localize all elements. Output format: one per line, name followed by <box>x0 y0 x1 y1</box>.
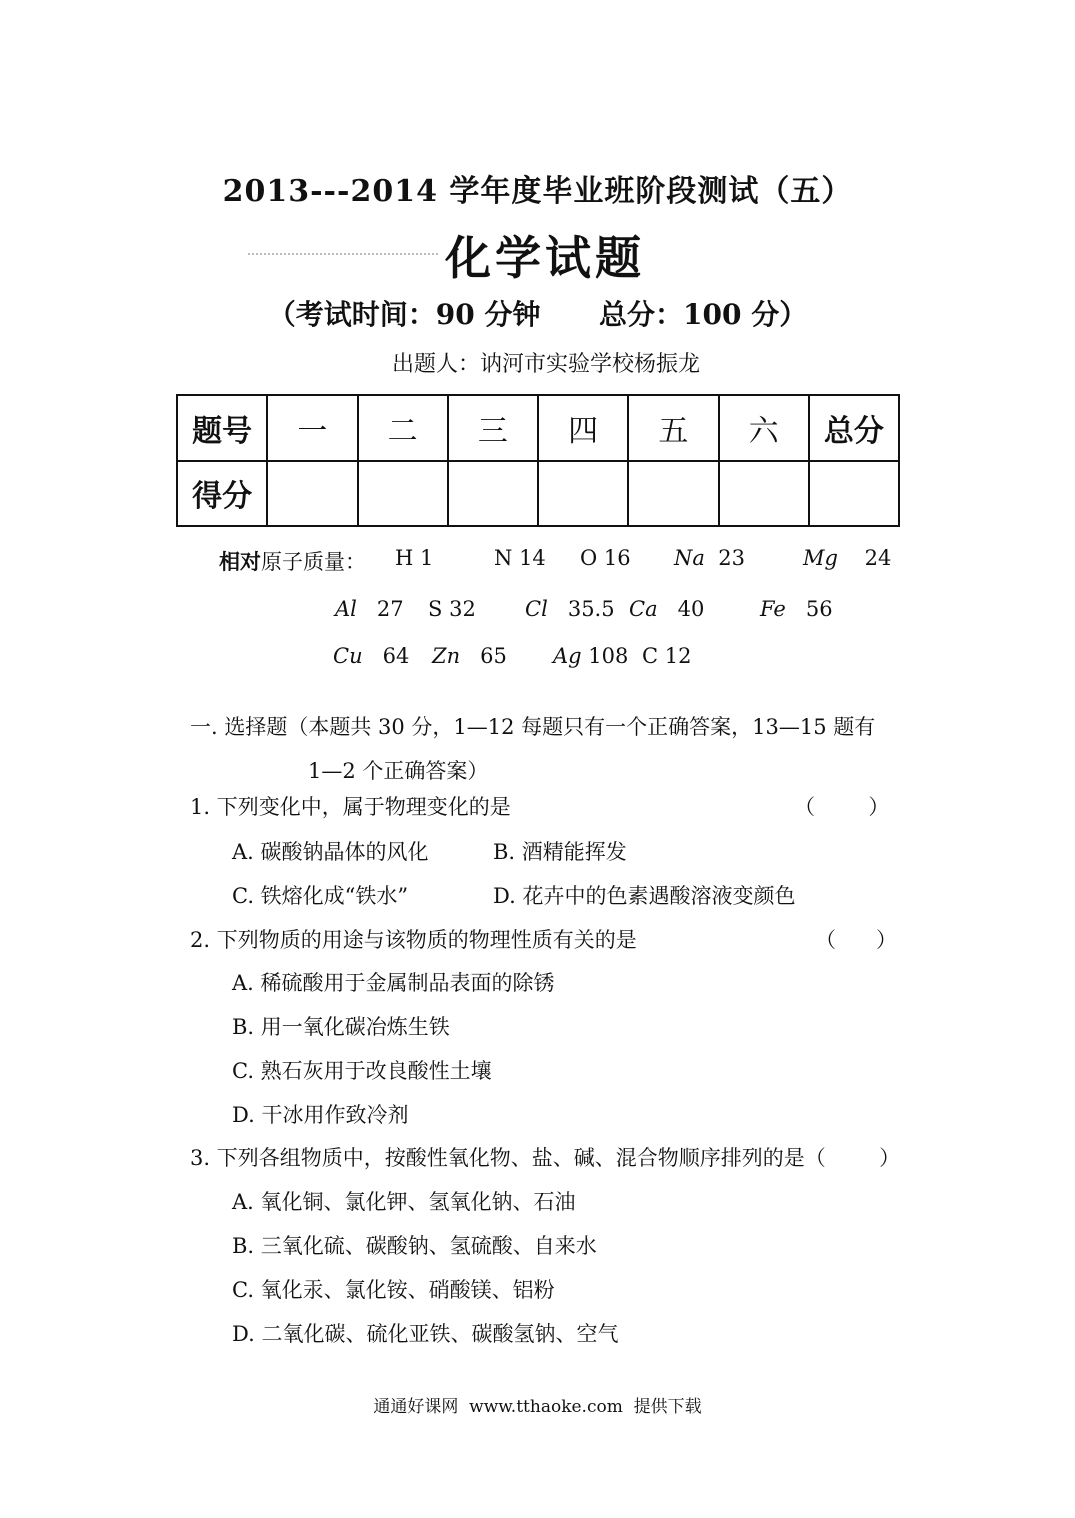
score-cell[interactable] <box>809 461 899 527</box>
score-cell[interactable] <box>267 461 357 527</box>
atomic-mass-item: Cl 35.5 <box>525 597 615 621</box>
question-stem: 1. 下列变化中，属于物理变化的是 <box>190 795 511 819</box>
score-cell[interactable] <box>538 461 628 527</box>
atomic-mass-label: 相对原子质量： <box>219 549 366 574</box>
atomic-mass-item: Na 23 <box>674 546 745 570</box>
answer-blank[interactable]: （ ） <box>794 795 890 819</box>
option-b[interactable]: B. 用一氧化碳冶炼生铁 <box>232 1015 450 1039</box>
option-b[interactable]: B. 三氧化硫、碳酸钠、氢硫酸、自来水 <box>232 1234 597 1258</box>
option-d[interactable]: D. 二氧化碳、硫化亚铁、碳酸氢钠、空气 <box>232 1322 619 1346</box>
atomic-mass-item: Fe 56 <box>760 597 833 621</box>
exam-info: （考试时间：90 分钟 总分：100 分） <box>267 298 808 331</box>
score-cell[interactable] <box>448 461 538 527</box>
answer-blank[interactable]: （ ） <box>815 928 898 952</box>
score-header-cell: 四 <box>538 395 628 461</box>
score-header-cell: 五 <box>628 395 718 461</box>
footer-text: 通通好课网 www.tthaoke.com 提供下载 <box>373 1397 702 1417</box>
option-a[interactable]: A. 碳酸钠晶体的风化 <box>232 840 429 864</box>
option-a[interactable]: A. 稀硫酸用于金属制品表面的除锈 <box>232 971 555 995</box>
option-d[interactable]: D. 花卉中的色素遇酸溶液变颜色 <box>493 884 796 908</box>
atomic-mass-item: C 12 <box>642 644 692 668</box>
atomic-mass-item: Al 27 <box>335 597 404 621</box>
option-c[interactable]: C. 熟石灰用于改良酸性土壤 <box>232 1059 492 1083</box>
atomic-mass-item: Ag 108 <box>553 644 629 668</box>
atomic-mass-item: H 1 <box>395 546 434 570</box>
score-cell[interactable] <box>719 461 809 527</box>
score-cell[interactable] <box>358 461 448 527</box>
atomic-mass-item: Ca 40 <box>629 597 705 621</box>
score-header-cell: 二 <box>358 395 448 461</box>
table-row <box>177 395 899 461</box>
score-header-cell: 六 <box>719 395 809 461</box>
option-d[interactable]: D. 干冰用作致冷剂 <box>232 1103 409 1127</box>
option-b[interactable]: B. 酒精能挥发 <box>493 840 627 864</box>
atomic-mass-item: Cu 64 <box>333 644 410 668</box>
score-header-cell: 一 <box>267 395 357 461</box>
atomic-mass-item: N 14 <box>494 546 546 570</box>
atomic-mass-item: O 16 <box>580 546 631 570</box>
score-row-label: 得分 <box>177 461 267 527</box>
option-c[interactable]: C. 铁熔化成“铁水” <box>232 884 409 908</box>
author-line: 出题人：讷河市实验学校杨振龙 <box>392 352 701 377</box>
exam-title: 2013---2014 学年度毕业班阶段测试（五） <box>222 174 853 209</box>
question-stem: 2. 下列物质的用途与该物质的物理性质有关的是 <box>190 928 637 952</box>
option-a[interactable]: A. 氧化铜、氯化钾、氢氧化钠、石油 <box>232 1190 576 1214</box>
atomic-masses <box>0 546 1075 676</box>
option-c[interactable]: C. 氧化汞、氯化铵、硝酸镁、铝粉 <box>232 1278 555 1302</box>
score-header-cell: 题号 <box>177 395 267 461</box>
atomic-mass-item: S 32 <box>428 597 476 621</box>
score-cell[interactable] <box>628 461 718 527</box>
atomic-mass-item: Zn 65 <box>432 644 507 668</box>
score-header-cell: 总分 <box>809 395 899 461</box>
question-stem: 3. 下列各组物质中，按酸性氧化物、盐、碱、混合物顺序排列的是（ ） <box>190 1146 901 1170</box>
subject-title: 化学试题 <box>445 231 645 285</box>
atomic-mass-item: Mg 24 <box>803 546 892 570</box>
score-table <box>176 394 900 527</box>
table-row <box>177 461 899 527</box>
score-header-cell: 三 <box>448 395 538 461</box>
section-heading: 一. 选择题（本题共 30 分，1—12 每题只有一个正确答案，13—15 题有 1—2 个正确答案） <box>190 715 876 783</box>
